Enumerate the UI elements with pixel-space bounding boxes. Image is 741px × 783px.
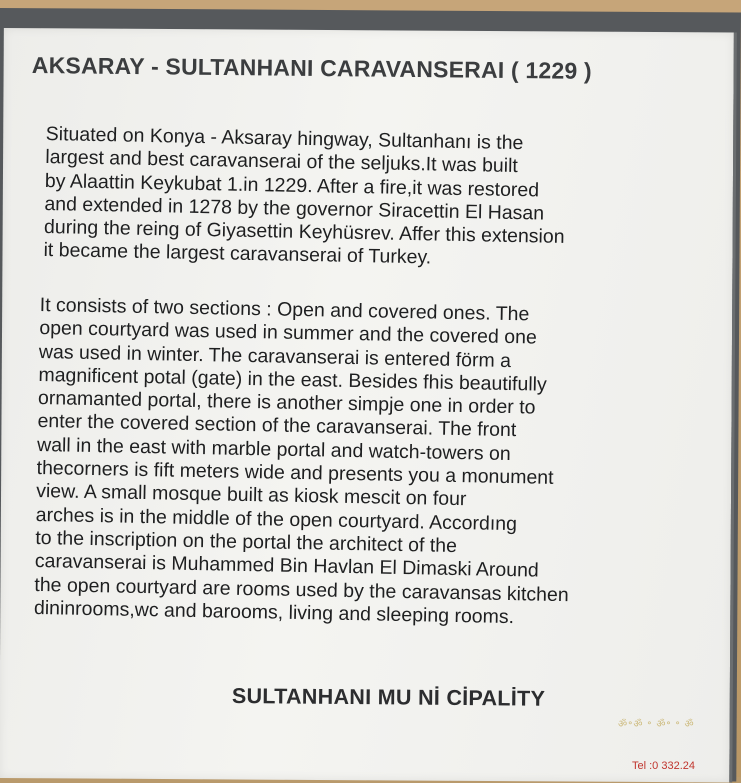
text-line: view. A small mosque built as kiosk mescit on four bbox=[35, 480, 467, 511]
text-line: it became the largest caravanserai of Turkey. bbox=[43, 239, 432, 269]
text-line: during the reing of Giyasettin Keyhüsrev. Affer this extension bbox=[43, 216, 565, 249]
paragraph-history bbox=[43, 123, 566, 273]
text-line: and extended in 1278 by the governor Siracettin El Hasan bbox=[44, 192, 545, 225]
text-line: largest and best caravanserai of the seljuks.It was built bbox=[45, 146, 519, 178]
text-line: It consists of two sections : Open and covered ones. The bbox=[39, 294, 530, 326]
text-line: to the inscription on the portal the architect of the bbox=[35, 526, 458, 558]
text-line: was used in winter. The caravanserai is entered förm a bbox=[38, 340, 512, 372]
text-line: thecorners is fift meters wide and presents you a monument bbox=[36, 457, 554, 489]
sign-title: AKSARAY - SULTANHANI CARAVANSERAI ( 1229 ) bbox=[31, 52, 593, 84]
text-line: open courtyard was used in summer and the covered one bbox=[39, 317, 538, 349]
text-line: dininrooms,wc and barooms, living and sleeping rooms. bbox=[33, 596, 515, 629]
text-line: caravanserai is Muhammed Bin Havlan El Dimaski Around bbox=[34, 550, 539, 582]
sign-footer: SULTANHANI MU Nİ CİPALİTY bbox=[231, 684, 546, 711]
text-line: ornamanted portal, there is another simpje one in order to bbox=[37, 387, 536, 419]
text-line: arches is in the middle of the open courtyard. Accordıng bbox=[35, 503, 518, 535]
text-line: Situated on Konya - Aksaray hingway, Sultanhanı is the bbox=[45, 123, 524, 155]
text-line: magnificent potal (gate) in the east. Besides fhis beautifully bbox=[38, 363, 547, 396]
text-line: wall in the east with marble portal and watch-towers on bbox=[36, 433, 511, 465]
handwritten-scribble: ॐ॰ॐ ॰ ॐ॰ ॰ ॐ bbox=[618, 719, 695, 730]
text-line: enter the covered section of the caravanserai. The front bbox=[37, 410, 517, 442]
phone-number: Tel :0 332.24 bbox=[632, 760, 695, 772]
text-line: the open courtyard are rooms used by the caravansas kitchen bbox=[34, 573, 569, 606]
text-line: by Alaattin Keykubat 1.in 1229. After a fire,it was restored bbox=[44, 169, 540, 202]
paragraph-description bbox=[34, 294, 575, 630]
